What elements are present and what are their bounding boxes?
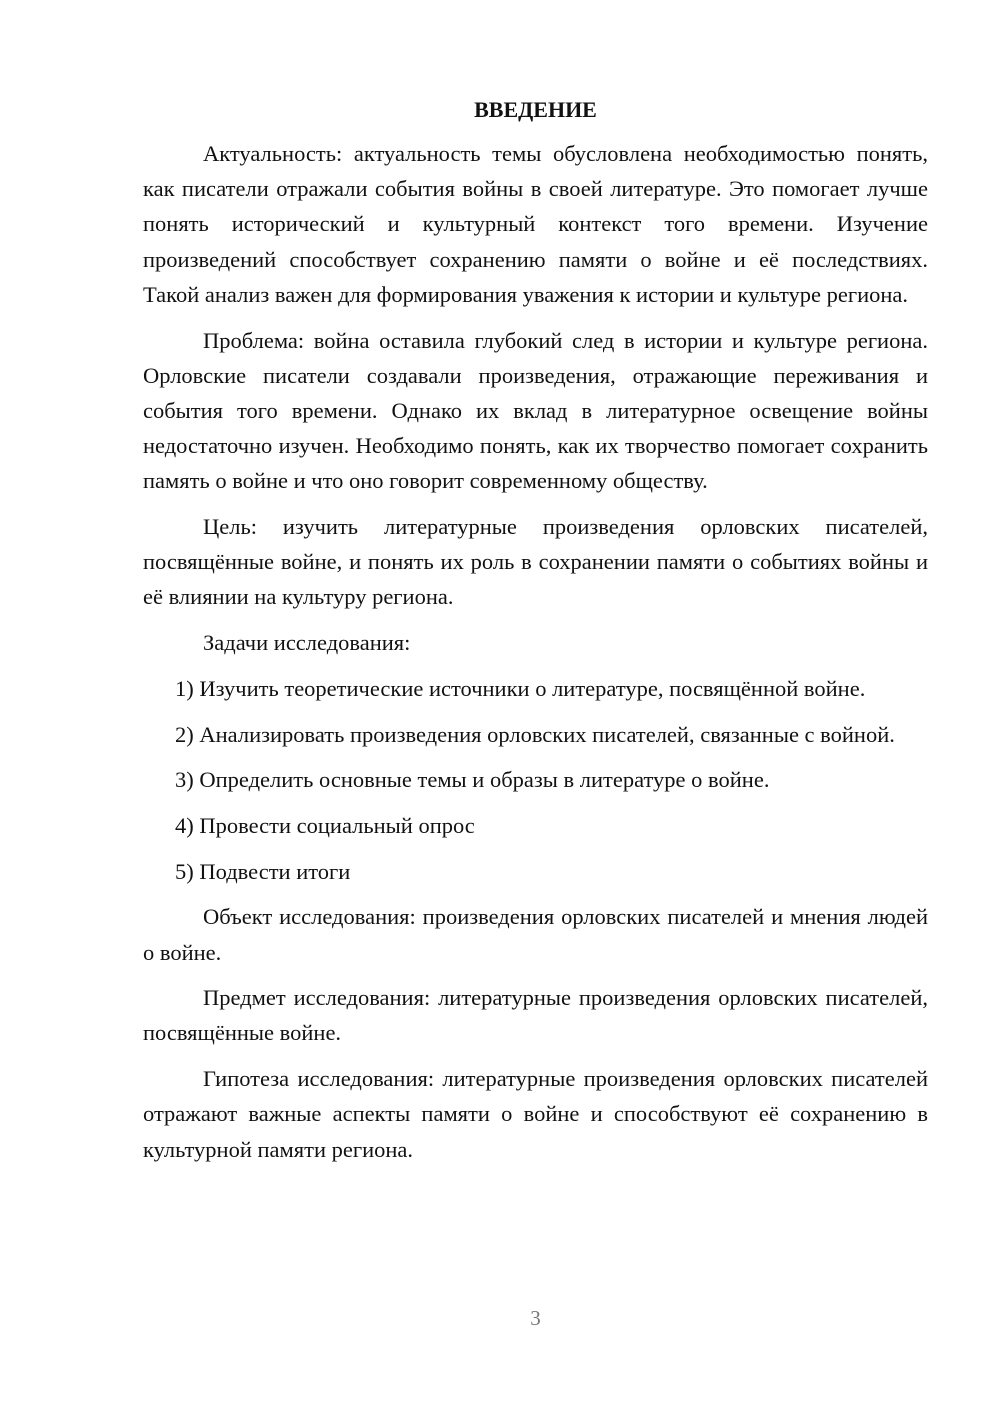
task-item-4: 4) Провести социальный опрос — [175, 812, 475, 838]
object-paragraph: Объект исследования: произведения орловских писателей и мнения людей о войне. — [143, 904, 928, 965]
document-page — [143, 92, 928, 1177]
page-title: ВВЕДЕНИЕ — [474, 97, 597, 122]
task-item-2: 2) Анализировать произведения орловских писателей, связанные с войной. — [175, 721, 895, 747]
task-item-3: 3) Определить основные темы и образы в литературе о войне. — [175, 767, 770, 793]
hypothesis-paragraph: Гипотеза исследования: литературные произведения орловских писателей отражают важные аспекты памяти о войне и способствуют её сохранению в культурной памяти региона. — [143, 1066, 928, 1162]
relevance-paragraph: Актуальность: актуальность темы обусловлена необходимостью понять, как писатели отражали события войны в своей литературе. Это помогает лучше понять исторический и культурный контекст того времени. Изучение произведений способствует сохранению памяти о войне и её последствиях. Такой анализ важен для формирования уважения к истории и культуре региона. — [143, 141, 928, 307]
subject-paragraph: Предмет исследования: литературные произведения орловских писателей, посвящённые войне. — [143, 985, 928, 1046]
task-item-1: 1) Изучить теоретические источники о литературе, посвящённой войне. — [175, 675, 866, 701]
task-item-5: 5) Подвести итоги — [175, 858, 351, 884]
tasks-heading: Задачи исследования: — [203, 630, 411, 656]
problem-paragraph: Проблема: война оставила глубокий след в истории и культуре региона. Орловские писатели создавали произведения, отражающие переживания и события того времени. Однако их вклад в литературное освещение войны недостаточно изучен. Необходимо понять, как их творчество помогает сохранить память о войне и что оно говорит современному обществу. — [143, 327, 928, 494]
goal-paragraph: Цель: изучить литературные произведения орловских писателей, посвящённые войне, и понять их роль в сохранении памяти о событиях войны и её влиянии на культуру региона. — [143, 514, 928, 610]
page-number: 3 — [530, 1306, 541, 1330]
